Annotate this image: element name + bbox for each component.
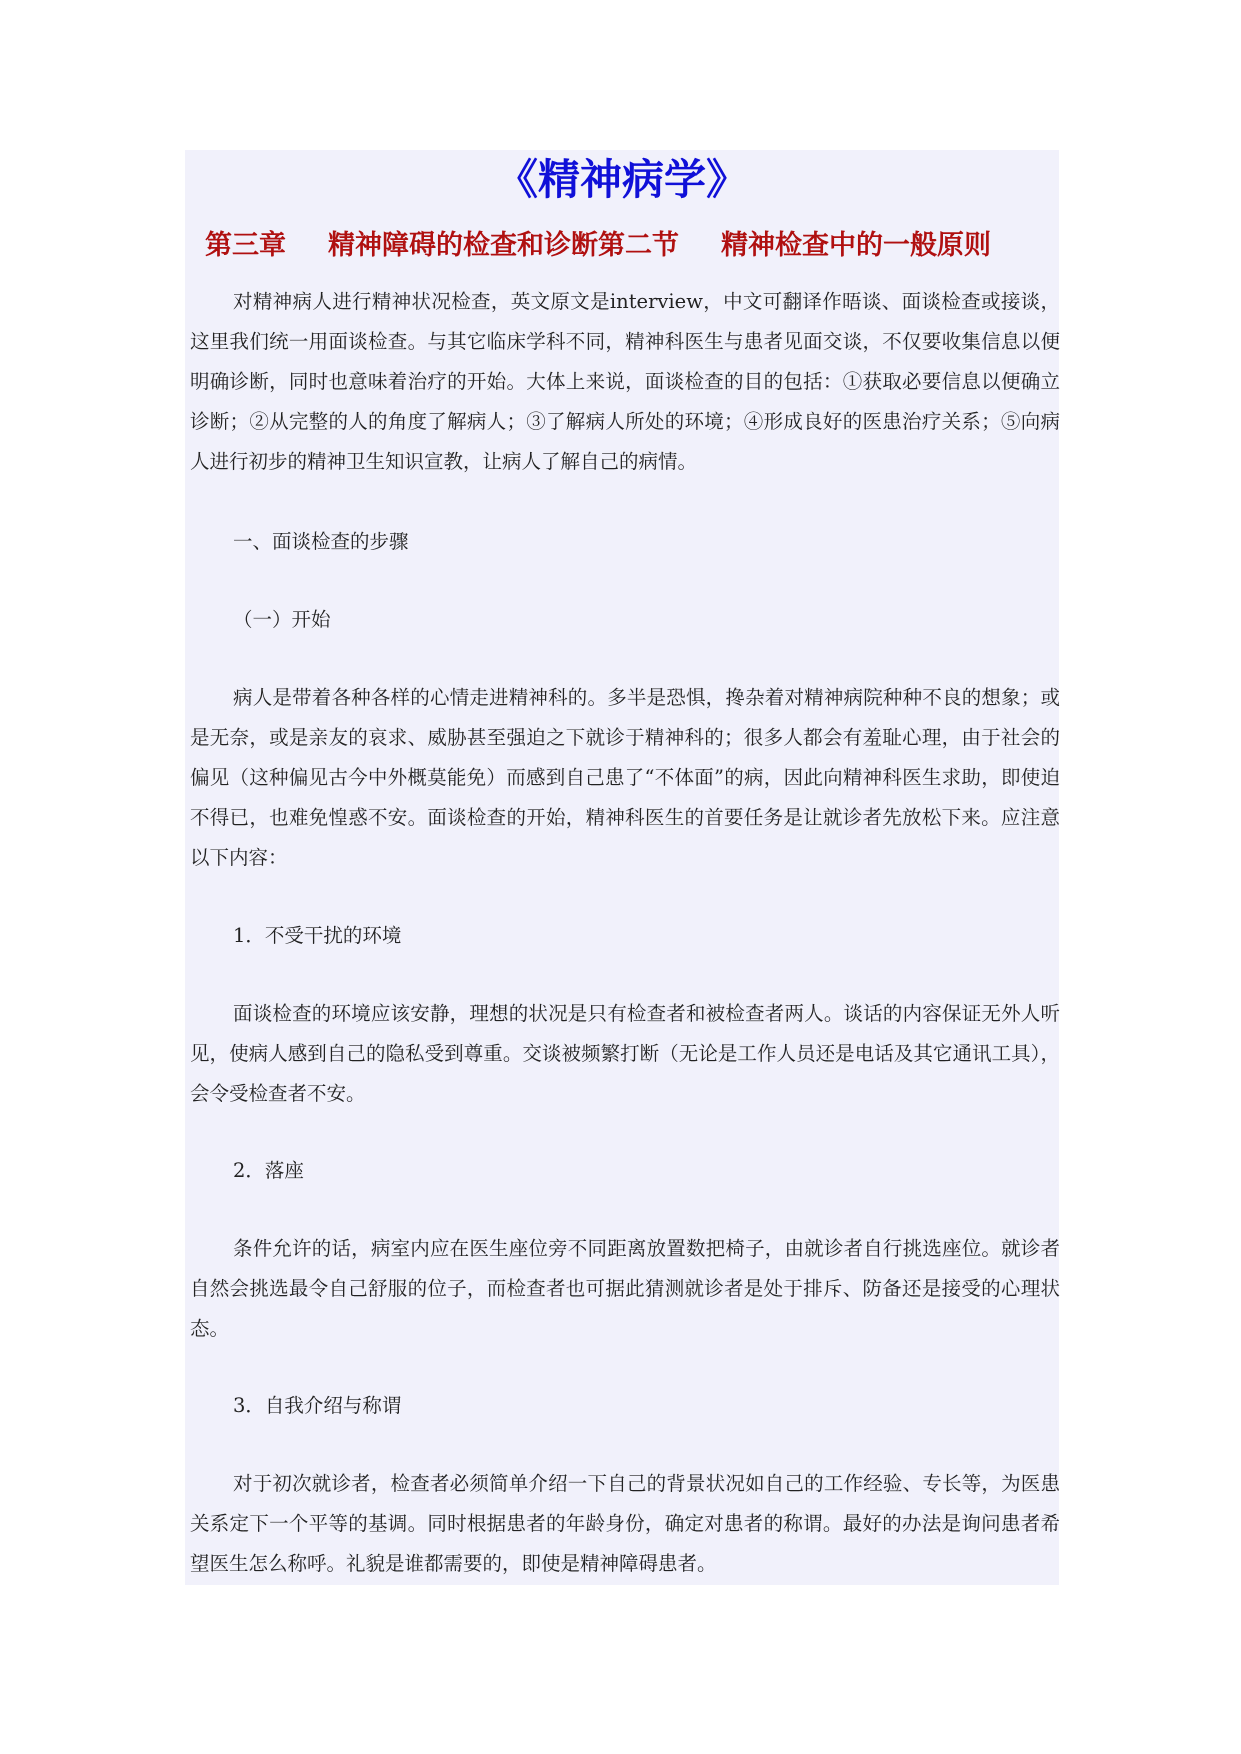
chapter-label: 第三章: [205, 230, 286, 261]
section-title: 精神检查中的一般原则: [721, 230, 991, 261]
item-heading-environment: 1．不受干扰的环境: [233, 924, 402, 947]
subsection-heading-start: （一）开始: [233, 608, 331, 631]
environment-paragraph: 面谈检查的环境应该安静，理想的状况是只有检查者和被检查者两人。谈话的内容保证无外人听见，使病人感到自己的隐私受到尊重。交谈被频繁打断（无论是工作人员还是电话及其它通讯工具），会令受检查者不安。: [190, 1002, 1060, 1105]
document-title: 《精神病学》: [495, 155, 748, 204]
introduction-paragraph: 对于初次就诊者，检查者必须简单介绍一下自己的背景状况如自己的工作经验、专长等，为医患关系定下一个平等的基调。同时根据患者的年龄身份，确定对患者的称谓。最好的办法是询问患者希望医生怎么称呼。礼貌是谁都需要的，即使是精神障碍患者。: [190, 1472, 1060, 1575]
item-heading-seating: 2．落座: [233, 1159, 304, 1182]
section-heading-steps: 一、面谈检查的步骤: [233, 530, 409, 553]
start-paragraph: 病人是带着各种各样的心情走进精神科的。多半是恐惧，搀杂着对精神病院种种不良的想象；或是无奈，或是亲友的哀求、威胁甚至强迫之下就诊于精神科的；很多人都会有羞耻心理，由于社会的偏见（这种偏见古今中外概莫能免）而感到自己患了“不体面”的病，因此向精神科医生求助，即使迫不得已，也难免惶惑不安。面谈检查的开始，精神科医生的首要任务是让就诊者先放松下来。应注意以下内容：: [190, 686, 1060, 869]
document-subtitle: [205, 226, 1055, 266]
item-heading-introduction: 3．自我介绍与称谓: [233, 1394, 402, 1417]
seating-paragraph: 条件允许的话，病室内应在医生座位旁不同距离放置数把椅子，由就诊者自行挑选座位。就诊者自然会挑选最令自己舒服的位子，而检查者也可据此猜测就诊者是处于排斥、防备还是接受的心理状态。: [190, 1237, 1060, 1340]
intro-paragraph: 对精神病人进行精神状况检查，英文原文是interview，中文可翻译作晤谈、面谈检查或接谈，这里我们统一用面谈检查。与其它临床学科不同，精神科医生与患者见面交谈，不仅要收集信息以便明确诊断，同时也意味着治疗的开始。大体上来说，面谈检查的目的包括：①获取必要信息以便确立诊断；②从完整的人的角度了解病人；③了解病人所处的环境；④形成良好的医患治疗关系；⑤向病人进行初步的精神卫生知识宣教，让病人了解自己的病情。: [190, 290, 1060, 473]
chapter-title: 精神障碍的检查和诊断第二节: [328, 230, 679, 261]
